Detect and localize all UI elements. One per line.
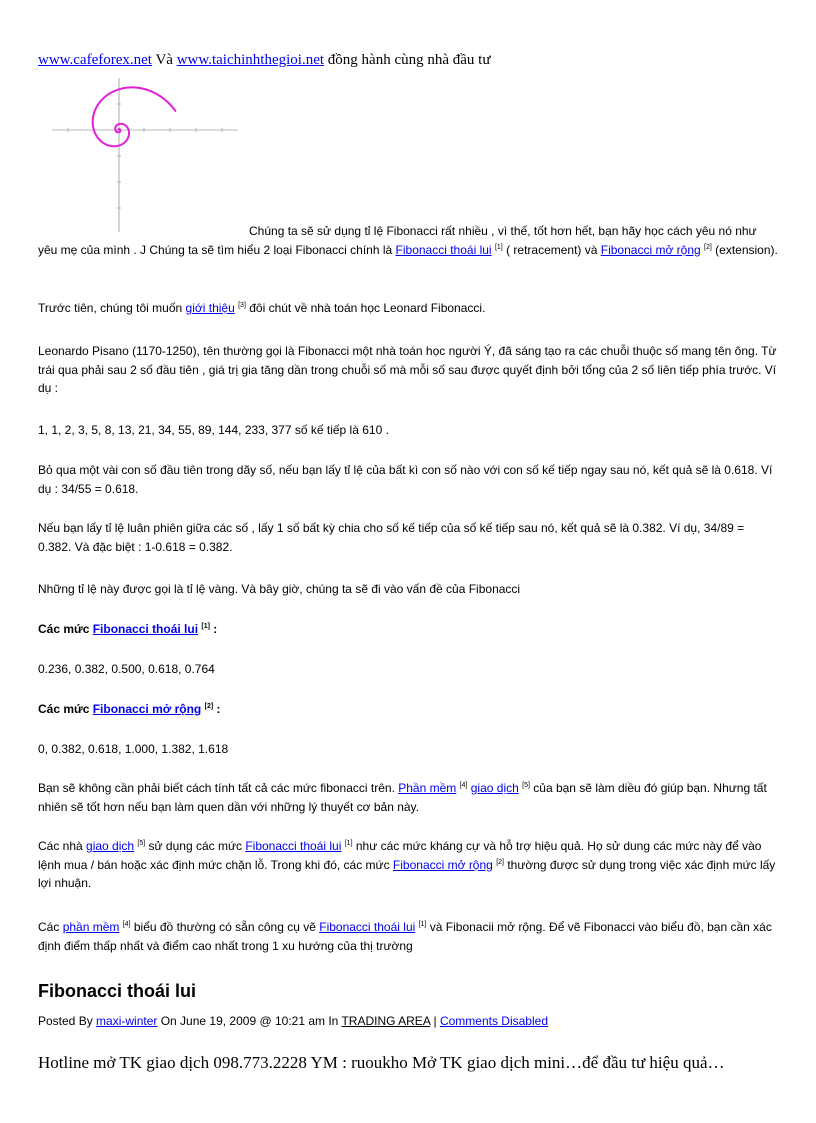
hotline-text: Hotline mở TK giao dịch 098.773.2228 YM : ruoukho Mở TK giao dịch mini…để đầu tư hiệu quả… [38, 1053, 725, 1072]
ext-heading-colon: : [213, 702, 221, 716]
footnote-ref-2b: [2] [496, 858, 504, 866]
retracement-levels-heading [38, 620, 778, 639]
link-fibonacci-retracement[interactable]: Fibonacci thoái lui [395, 242, 492, 257]
link-fibonacci-retracement-2[interactable]: Fibonacci thoái lui [245, 839, 342, 853]
tools-text-3: và Fibonacii mở rộng. Để vẽ Fibonacci vào biểu đồ, bạn cần xác định điểm thấp nhất và điểm cao nhất trong 1 xu hướng của thị trường [38, 920, 772, 953]
footnote-ref-4b: [4] [122, 921, 131, 928]
extension-levels-values: 0, 0.382, 0.618, 1.000, 1.382, 1.618 [38, 742, 229, 756]
footnote-ref-2-heading: [2] [204, 703, 214, 710]
intro-paragraph [38, 222, 778, 259]
footnote-ref-3: [3] [238, 302, 246, 309]
link-fibonacci-extension[interactable]: Fibonacci mở rộng [600, 242, 701, 257]
traders-text-1: Các nhà [38, 839, 87, 853]
leonardo-paragraph: Leonardo Pisano (1170-1250), tên thường gọi là Fibonacci một nhà toán học người Ý, đã sáng tạo ra các chuỗi thuộc số mang tên ông. Từ trái qua phải sau 2 số đầu tiên , giá trị gia tăng dần trong chuỗi số mà mỗi số sau được quyết định bởi tổng của 2 số liên tiếp phía trước. Ví dụ : [38, 344, 777, 395]
traders-text-2: sử dụng các mức [145, 839, 246, 853]
footnote-ref-1-heading: [1] [201, 623, 210, 630]
footnote-ref-2: [2] [704, 243, 712, 251]
link-fibonacci-extension-heading[interactable]: Fibonacci mở rộng [92, 702, 202, 716]
link-fibonacci-extension-2[interactable]: Fibonacci mở rộng [392, 857, 493, 872]
retr-heading-text: Các mức [38, 622, 93, 636]
cafeforex-link[interactable]: www.cafeforex.net [38, 52, 152, 68]
category-link[interactable]: TRADING AREA [341, 1014, 431, 1028]
ratio-0618-paragraph: Bỏ qua một vài con số đầu tiên trong dãy số, nếu bạn lấy tỉ lệ của bất kì con số nào với con số kế tiếp ngay sau nó, kết quả sẽ là 0.618. Ví dụ : 34/55 = 0.618. [38, 463, 773, 496]
link-fibonacci-retracement-heading[interactable]: Fibonacci thoái lui [92, 622, 199, 636]
header-tagline: đồng hành cùng nhà đầu tư [324, 52, 491, 68]
footnote-ref-1: [1] [494, 243, 503, 251]
ratio-0382-paragraph: Nếu bạn lấy tỉ lệ luân phiên giữa các số , lấy 1 số bất kỳ chia cho số kế tiếp của số kế tiếp sau nó, kết quả sẽ là 0.382. Ví dụ, 34/89 = 0.382. Và đặc biệt : 1-0.618 = 0.382. [38, 521, 745, 554]
tools-text-2: biểu đồ thường có sẵn công cụ vẽ [130, 920, 320, 934]
traders-text-4: thường được sử dụng trong việc xác định mức lấy lợi nhuận. [38, 857, 776, 890]
link-giao-dich-2[interactable]: giao dịch [86, 839, 135, 853]
footnote-ref-1b: [1] [344, 840, 353, 847]
software-text-1: Bạn sẽ không cần phải biết cách tính tất cả các mức fibonacci trên. [38, 781, 399, 795]
intro2-text-1: Trước tiên, chúng tôi muốn [38, 301, 186, 315]
posted-by-label: Posted By [38, 1014, 97, 1028]
footnote-ref-1c: [1] [418, 921, 427, 928]
intro-text-2: ( retracement) và [502, 242, 601, 257]
footnote-ref-5b: [5] [137, 840, 146, 847]
tools-text-1: Các [38, 920, 63, 934]
spiral-axes [52, 78, 238, 232]
software-text-3: của bạn sẽ làm diều đó giúp bạn. Nhưng tất nhiên sẽ tốt hơn nếu bạn làm quen dần với những lý thuyết cơ bản này. [38, 781, 767, 814]
fibonacci-spiral-image [38, 74, 248, 236]
intro-text-3: (extension). [711, 242, 778, 257]
traders-text-3: như các mức kháng cự và hỗ trợ hiệu quả. Họ sử dung các mức này để vào lệnh mua / bán hoặc xác định mức chặn lỗ. Trong khi đó, các mức [38, 839, 762, 872]
link-giao-dich[interactable]: giao dịch [470, 781, 519, 795]
link-phan-mem-2[interactable]: phần mềm [62, 920, 120, 934]
spiral-curve [93, 87, 176, 146]
intro-text-1: Chúng ta sẽ sử dụng tỉ lệ Fibonacci rất nhiều , vì thế, tốt hơn hết, bạn hãy học cách yêu nó như yêu mẹ của mình . J Chúng ta sẽ tìm hiểu 2 loại Fibonacci chính là [38, 224, 757, 257]
footnote-ref-4: [4] [459, 782, 468, 789]
link-gioi-thieu[interactable]: giới thiệu [185, 301, 235, 315]
link-phan-mem[interactable]: Phần mềm [398, 781, 457, 795]
retr-heading-colon: : [209, 622, 218, 636]
intro-fibonacci-paragraph [38, 299, 778, 318]
extension-levels-heading [38, 700, 778, 719]
posted-date: On June 19, 2009 @ 10:21 am In [157, 1014, 342, 1028]
meta-separator: | [430, 1014, 440, 1028]
site-header [38, 52, 490, 69]
link-fibonacci-retracement-3[interactable]: Fibonacci thoái lui [319, 920, 416, 934]
tools-paragraph [38, 918, 778, 955]
software-paragraph [38, 779, 778, 816]
author-link[interactable]: maxi-winter [96, 1014, 158, 1028]
comments-link[interactable]: Comments Disabled [439, 1014, 548, 1028]
post-meta [38, 1014, 548, 1028]
taichinhthegioi-link[interactable]: www.taichinhthegioi.net [176, 52, 325, 68]
section-title: Fibonacci thoái lui [38, 981, 197, 1001]
header-conjunction: Và [151, 52, 177, 68]
intro2-text-2: đôi chút về nhà toán học Leonard Fibonacci. [245, 301, 486, 315]
ext-heading-text: Các mức [38, 702, 93, 716]
traders-paragraph [38, 837, 778, 893]
sequence-paragraph: 1, 1, 2, 3, 5, 8, 13, 21, 34, 55, 89, 144, 233, 377 số kế tiếp là 610 . [38, 423, 389, 437]
retracement-levels-values: 0.236, 0.382, 0.500, 0.618, 0.764 [38, 662, 215, 676]
golden-ratio-paragraph: Những tỉ lệ này được gọi là tỉ lệ vàng. Và bây giờ, chúng ta sẽ đi vào vấn đề của Fibonacci [38, 582, 521, 596]
footnote-ref-5: [5] [522, 782, 530, 789]
